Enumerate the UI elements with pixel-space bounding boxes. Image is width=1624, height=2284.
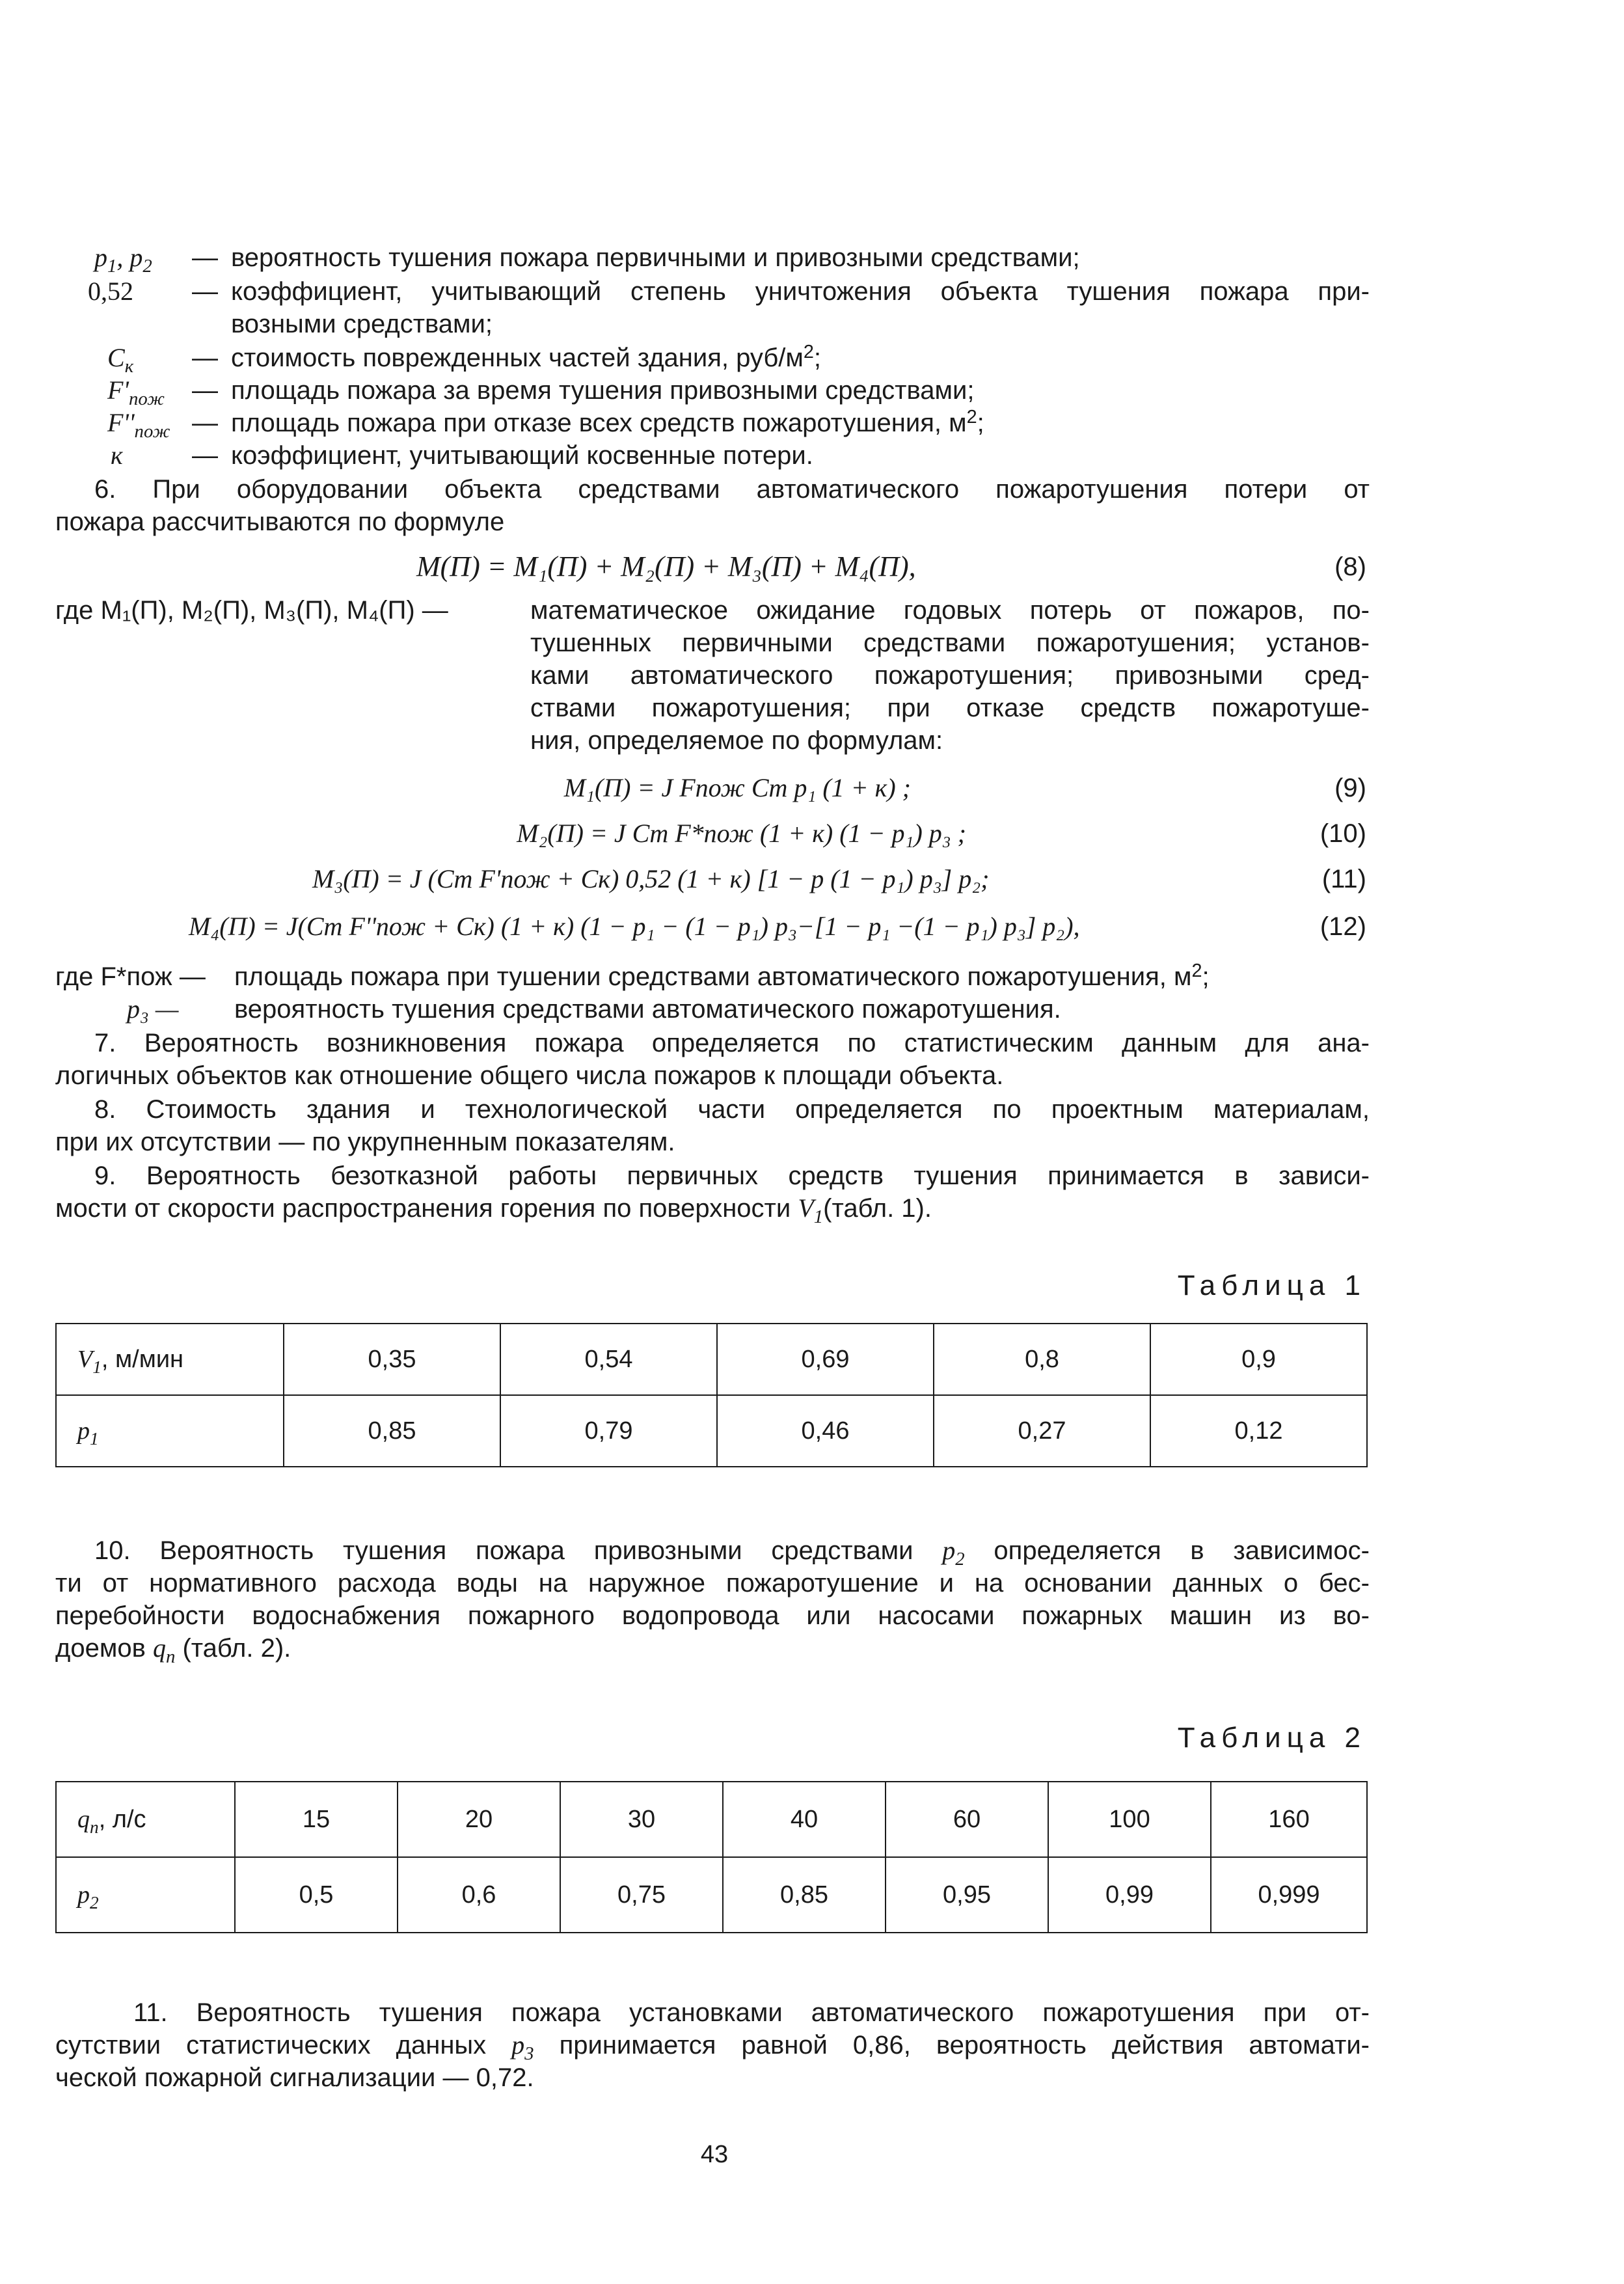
table1-cell: 0,85	[284, 1395, 500, 1467]
def-text-052-line2: возными средствами;	[231, 310, 493, 338]
formula-12: M₄(П) = J(Cт F''пож + Cк) (1 + к) (1 − p₁ − (1 − p₁) p₃−[1 − p₁ −(1 − p₁) p₃] p₂),	[189, 912, 1080, 941]
para9-line1: 9. Вероятность безотказной работы первичных средств тушения принимается в зависи-	[94, 1162, 1370, 1190]
table2-cell: 0,95	[886, 1857, 1048, 1933]
table1-row1-label: $V_1$, м/мин	[56, 1324, 284, 1395]
formula-11-number: (11)	[1321, 865, 1366, 893]
where2-text1: площадь пожара при тушении средствами автоматического пожаротушения, $м^2$;	[234, 960, 1210, 991]
table2-row2-label: $p_2$	[56, 1857, 235, 1933]
table1-cell: 0,12	[1150, 1395, 1367, 1467]
where2-lead1: где F*пож —	[55, 962, 206, 991]
table1-cell: 0,8	[934, 1324, 1150, 1395]
para8-line2: при их отсутствии — по укрупненным показателям.	[55, 1128, 675, 1156]
formula-11: M₃(П) = J (Cт F'пож + Cк) 0,52 (1 + к) [1 − p (1 − p₁) p₃] p₂;	[312, 864, 990, 893]
where1-line: математическое ожидание годовых потерь от пожаров, по-	[530, 596, 1370, 625]
table2-caption: Таблица 2	[1177, 1722, 1366, 1754]
formula-9-number: (9)	[1334, 774, 1366, 802]
para10-line3: перебойности водоснабжения пожарного водопровода или насосами пожарных машин из во-	[55, 1601, 1370, 1630]
table2-cell: 0,75	[560, 1857, 723, 1933]
para10-line2: ти от нормативного расхода воды на наружное пожаротушение и на основании данных о бес-	[55, 1569, 1370, 1597]
para6-line2: пожара рассчитываются по формуле	[55, 508, 505, 536]
table2-cell: 60	[886, 1782, 1048, 1857]
table1-row2-label: $p_1$	[56, 1395, 284, 1467]
def-dash: —	[192, 277, 218, 306]
def-dash: —	[192, 344, 218, 372]
para10-line1: 10. Вероятность тушения пожара привозными средствами $p_2$ определяется в зависимос-	[94, 1536, 1370, 1570]
def-text-fprime: площадь пожара за время тушения привозными средствами;	[231, 376, 975, 405]
table2-cell: 100	[1048, 1782, 1211, 1857]
table1-cell: 0,46	[717, 1395, 934, 1467]
table2-cell: 0,6	[398, 1857, 560, 1933]
def-symbol-fprime: $F'_{пож}$	[107, 375, 165, 410]
formula-8: M(П) = M₁(П) + M₂(П) + M₃(П) + M₄(П),	[416, 551, 916, 582]
def-symbol-k: к	[111, 441, 123, 470]
para11-line3: ческой пожарной сигнализации — 0,72.	[55, 2063, 534, 2092]
para6-line1: 6. При оборудовании объекта средствами автоматического пожаротушения потери от	[94, 475, 1370, 504]
where1-line: ния, определяемое по формулам:	[530, 726, 943, 755]
table2-cell: 160	[1211, 1782, 1367, 1857]
para9-line2: мости от скорости распространения горения по поверхности $V_1(табл$. 1).	[55, 1193, 932, 1228]
formula-8-number: (8)	[1334, 552, 1366, 581]
para11-line1: 11. Вероятность тушения пожара установками автоматического пожаротушения при от-	[133, 1998, 1370, 2027]
formula-9: M₁(П) = J Fпож Cт p₁ (1 + к) ;	[563, 773, 911, 802]
table2-cell: 0,99	[1048, 1857, 1211, 1933]
def-text-fdoubleprime: площадь пожара при отказе всех средств пожаротушения, $м^2$;	[231, 407, 984, 437]
table1-cell: 0,54	[500, 1324, 717, 1395]
para8-line1: 8. Стоимость здания и технологической части определяется по проектным материалам,	[94, 1095, 1370, 1124]
table2-row1-label: $q_п$, л/с	[56, 1782, 235, 1857]
para7-line2: логичных объектов как отношение общего числа пожаров к площади объекта.	[55, 1061, 1004, 1090]
table2-cell: 0,5	[235, 1857, 398, 1933]
def-symbol-ck: $С_к$	[107, 343, 134, 377]
table1-cell: 0,69	[717, 1324, 934, 1395]
para10-line4: доемов $q_п$ (табл. 2).	[55, 1633, 291, 1668]
para11-line2: сутствии статистических данных $p_3$ принимается равной 0,86, вероятность действия автомати-	[55, 2030, 1370, 2065]
def-text-p1p2: вероятность тушения пожара первичными и привозными средствами;	[231, 243, 1080, 272]
def-dash: —	[192, 243, 218, 272]
where2-text2: вероятность тушения средствами автоматического пожаротушения.	[234, 995, 1061, 1024]
table1	[55, 1323, 1368, 1467]
formula-10-number: (10)	[1320, 819, 1366, 848]
def-dash: —	[192, 441, 218, 470]
def-dash: —	[192, 376, 218, 405]
where1-lead: где M₁(П), M₂(П), M₃(П), M₄(П) —	[55, 596, 448, 625]
def-symbol-052: 0,52	[88, 277, 133, 306]
formula-12-number: (12)	[1320, 912, 1366, 941]
def-text-ck: стоимость поврежденных частей здания, руб/$м^2$;	[231, 342, 822, 372]
where1-line: тушенных первичными средствами пожаротушения; установ-	[530, 629, 1370, 657]
where2-lead2: p₃ —	[127, 994, 179, 1024]
def-symbol-p1p2: $p_1$, $p_2$	[94, 243, 152, 277]
table2-cell: 0,85	[723, 1857, 886, 1933]
page-number: 43	[700, 2141, 729, 2168]
table1-cell: 0,9	[1150, 1324, 1367, 1395]
table2-cell: 0,999	[1211, 1857, 1367, 1933]
table2	[55, 1781, 1368, 1933]
table1-caption: Таблица 1	[1177, 1270, 1366, 1301]
table1-cell: 0,35	[284, 1324, 500, 1395]
table2-cell: 15	[235, 1782, 398, 1857]
table1-cell: 0,79	[500, 1395, 717, 1467]
where1-line: ствами пожаротушения; при отказе средств пожаротуше-	[530, 694, 1370, 722]
table2-cell: 40	[723, 1782, 886, 1857]
def-dash: —	[192, 409, 218, 437]
table1-cell: 0,27	[934, 1395, 1150, 1467]
para7-line1: 7. Вероятность возникновения пожара определяется по статистическим данным для ана-	[94, 1029, 1370, 1057]
formula-10: M₂(П) = J Cт F*пож (1 + к) (1 − p₁) p₃ ;	[517, 819, 966, 848]
def-symbol-fdoubleprime: $F''_{пож}$	[107, 408, 170, 442]
table2-cell: 30	[560, 1782, 723, 1857]
def-text-052-line1: коэффициент, учитывающий степень уничтожения объекта тушения пожара при-	[231, 277, 1370, 306]
table2-cell: 20	[398, 1782, 560, 1857]
where1-line: ками автоматического пожаротушения; привозными сред-	[530, 661, 1370, 690]
def-text-k: коэффициент, учитывающий косвенные потери.	[231, 441, 813, 470]
